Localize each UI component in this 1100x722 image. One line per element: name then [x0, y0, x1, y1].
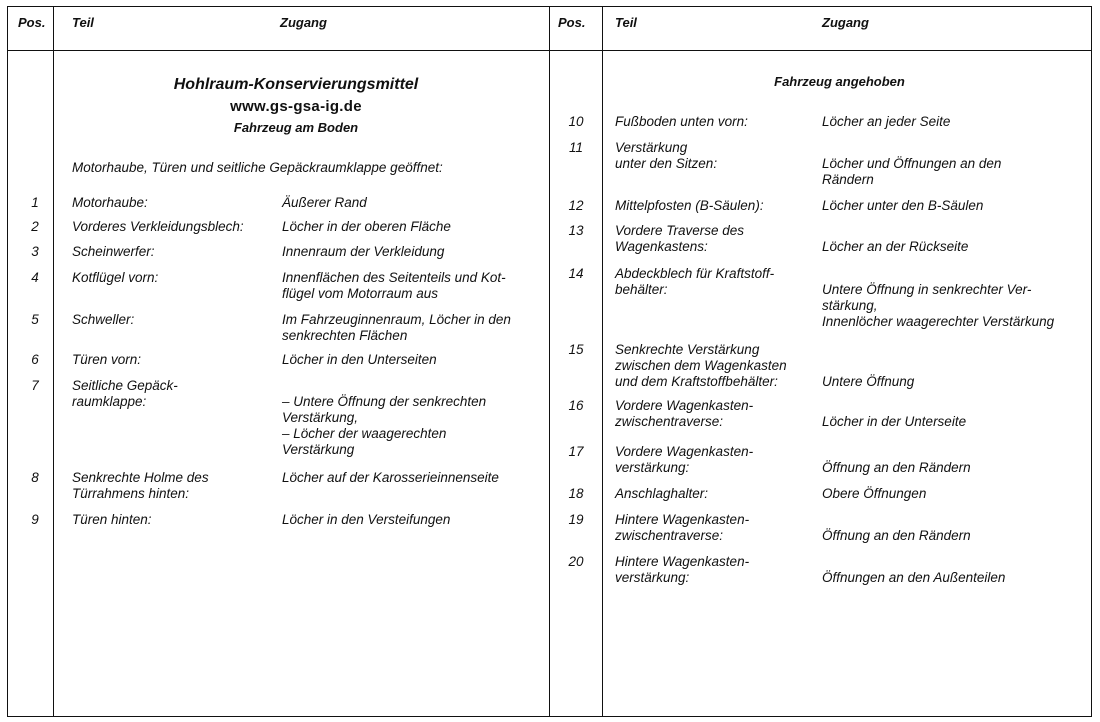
row-access: Öffnungen an den Außenteilen: [822, 570, 1006, 585]
row-position: 1: [31, 195, 39, 210]
section-title-ground: Fahrzeug am Boden: [233, 120, 359, 135]
section-intro: Motorhaube, Türen und seitliche Gepäckraumklappe geöffnet:: [72, 160, 443, 175]
row-access: stärkung,: [822, 298, 878, 313]
row-access: Löcher und Öffnungen an den: [822, 156, 1002, 171]
row-access: Innenlöcher waagerechter Verstärkung: [822, 314, 1055, 329]
column-divider: [549, 7, 550, 716]
row-access: Öffnung an den Rändern: [822, 528, 971, 543]
row-part: Senkrechte Verstärkung: [615, 342, 760, 357]
header-teil-right: Teil: [615, 15, 637, 30]
row-access: Löcher an der Rückseite: [822, 239, 969, 254]
row-position: 16: [568, 398, 584, 413]
header-teil-left: Teil: [72, 15, 94, 30]
row-access: Verstärkung,: [282, 410, 359, 425]
row-access: Innenraum der Verkleidung: [282, 244, 445, 259]
row-part: Schweller:: [72, 312, 135, 327]
row-access: Innenflächen des Seitenteils und Kot-: [282, 270, 506, 285]
website-url: www.gs-gsa-ig.de: [230, 98, 362, 115]
row-position: 9: [31, 512, 39, 527]
row-part: Anschlaghalter:: [615, 486, 709, 501]
row-part: Mittelpfosten (B-Säulen):: [615, 198, 764, 213]
row-access: senkrechten Flächen: [282, 328, 408, 343]
row-access: – Untere Öffnung der senkrechten: [282, 394, 487, 409]
row-position: 19: [568, 512, 584, 527]
row-part: Türen vorn:: [72, 352, 142, 367]
row-position: 10: [568, 114, 584, 129]
document-title: Hohlraum-Konservierungsmittel: [173, 76, 419, 93]
row-position: 11: [568, 140, 583, 155]
row-access: Löcher in der oberen Fläche: [282, 219, 451, 234]
row-access: Im Fahrzeuginnenraum, Löcher in den: [282, 312, 511, 327]
row-position: 8: [31, 470, 39, 485]
row-part: Fußboden unten vorn:: [615, 114, 748, 129]
row-part: zwischentraverse:: [615, 528, 724, 543]
row-part: unter den Sitzen:: [615, 156, 718, 171]
row-access: Untere Öffnung in senkrechter Ver-: [822, 282, 1032, 297]
row-part: Vordere Wagenkasten-: [615, 398, 754, 413]
row-position: 14: [568, 266, 584, 281]
row-position: 6: [31, 352, 39, 367]
row-part: Verstärkung: [615, 140, 688, 155]
row-position: 3: [31, 244, 39, 259]
header-pos-left: Pos.: [18, 15, 46, 30]
row-part: Hintere Wagenkasten-: [615, 554, 750, 569]
row-part: zwischentraverse:: [615, 414, 724, 429]
row-part: verstärkung:: [615, 570, 690, 585]
header-zugang-right: Zugang: [822, 15, 869, 30]
row-access: Löcher auf der Karosserieinnenseite: [282, 470, 499, 485]
row-part: Seitliche Gepäck-: [72, 378, 178, 393]
row-access: – Löcher der waagerechten: [282, 426, 447, 441]
row-part: behälter:: [615, 282, 668, 297]
row-part: Motorhaube:: [72, 195, 148, 210]
row-position: 12: [568, 198, 584, 213]
row-access: Löcher an jeder Seite: [822, 114, 951, 129]
row-part: Vordere Traverse des: [615, 223, 745, 238]
row-position: 15: [568, 342, 584, 357]
row-access: Äußerer Rand: [282, 195, 367, 210]
row-access: Obere Öffnungen: [822, 486, 927, 501]
section-title-raised: Fahrzeug angehoben: [774, 74, 905, 89]
row-position: 2: [31, 219, 39, 234]
header-divider: [8, 50, 1091, 51]
row-part: Senkrechte Holme des: [72, 470, 209, 485]
row-access: Rändern: [822, 172, 874, 187]
row-part: raumklappe:: [72, 394, 147, 409]
row-part: zwischen dem Wagenkasten: [615, 358, 787, 373]
row-part: Vorderes Verkleidungsblech:: [72, 219, 244, 234]
row-position: 13: [568, 223, 584, 238]
row-access: Löcher in den Versteifungen: [282, 512, 451, 527]
row-part: Vordere Wagenkasten-: [615, 444, 754, 459]
column-divider: [602, 7, 603, 716]
header-zugang-left: Zugang: [280, 15, 327, 30]
row-part: Hintere Wagenkasten-: [615, 512, 750, 527]
row-part: Kotflügel vorn:: [72, 270, 159, 285]
row-position: 4: [31, 270, 39, 285]
row-part: Wagenkastens:: [615, 239, 708, 254]
row-part: Scheinwerfer:: [72, 244, 155, 259]
row-access: Untere Öffnung: [822, 374, 915, 389]
row-access: flügel vom Motorraum aus: [282, 286, 439, 301]
row-part: Türrahmens hinten:: [72, 486, 190, 501]
row-access: Öffnung an den Rändern: [822, 460, 971, 475]
row-position: 20: [568, 554, 584, 569]
row-position: 7: [31, 378, 39, 393]
row-position: 18: [568, 486, 584, 501]
header-pos-right: Pos.: [558, 15, 586, 30]
row-access: Löcher in der Unterseite: [822, 414, 967, 429]
row-part: und dem Kraftstoffbehälter:: [615, 374, 778, 389]
row-position: 17: [568, 444, 584, 459]
row-position: 5: [31, 312, 39, 327]
row-part: Türen hinten:: [72, 512, 152, 527]
row-access: Löcher in den Unterseiten: [282, 352, 437, 367]
row-part: verstärkung:: [615, 460, 690, 475]
row-part: Abdeckblech für Kraftstoff-: [615, 266, 775, 281]
row-access: Löcher unter den B-Säulen: [822, 198, 984, 213]
row-access: Verstärkung: [282, 442, 355, 457]
